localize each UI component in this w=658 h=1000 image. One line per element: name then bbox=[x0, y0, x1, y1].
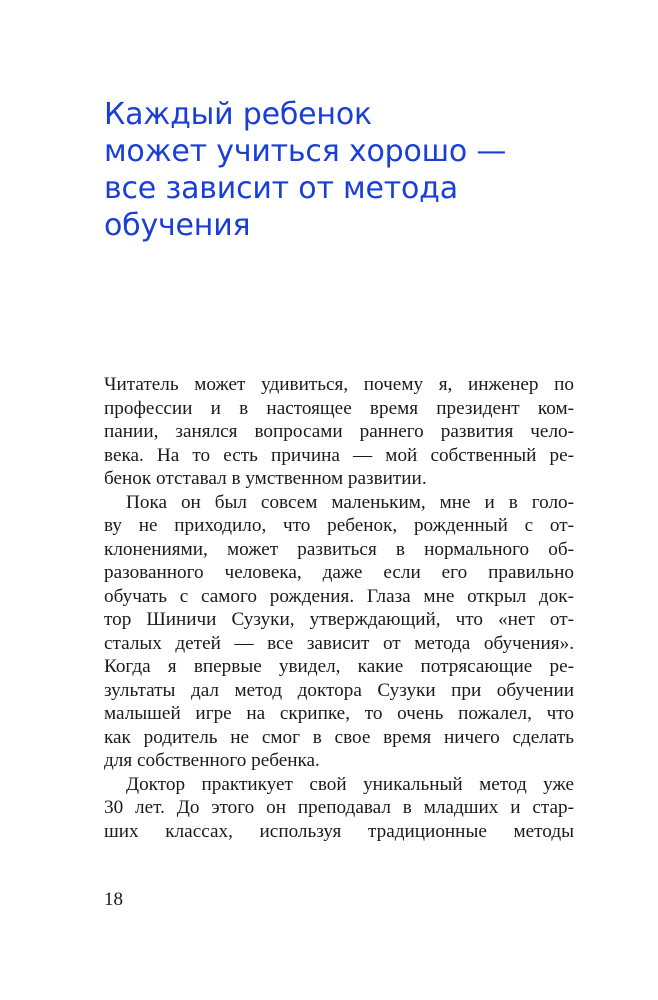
chapter-title bbox=[104, 96, 624, 244]
text-line: профессии и в настоящее время президент ком- bbox=[104, 397, 574, 419]
text-line: Пока он был совсем маленьким, мне и в голо- bbox=[126, 491, 574, 513]
text-line: века. На то есть причина — мой собственный ре- bbox=[104, 444, 574, 466]
text-line: Когда я впервые увидел, какие потрясающие ре- bbox=[104, 656, 574, 677]
chapter-title-line: может учиться хорошо — bbox=[104, 134, 507, 169]
text-line: бенок отставал в умственном развитии. bbox=[104, 468, 427, 489]
chapter-title-line: все зависит от метода bbox=[104, 171, 458, 206]
chapter-title-line: обучения bbox=[104, 208, 251, 243]
chapter-title-line: Каждый ребенок bbox=[104, 97, 372, 132]
text-line: Доктор практикует свой уникальный метод уже bbox=[126, 773, 574, 795]
text-line: зультаты дал метод доктора Сузуки при обучении bbox=[104, 679, 574, 701]
text-line: обучать с самого рождения. Глаза мне открыл док- bbox=[104, 585, 574, 607]
text-line: разованного человека, даже если его правильно bbox=[104, 562, 574, 583]
text-line: как родитель не смог в свое время ничего сделать bbox=[104, 726, 574, 748]
text-line: Читатель может удивиться, почему я, инженер по bbox=[104, 374, 574, 395]
text-line: пании, занялся вопросами раннего развития чело- bbox=[104, 421, 574, 442]
text-line: сталых детей — все зависит от метода обучения». bbox=[104, 632, 574, 654]
text-line: ших классах, используя традиционные методы bbox=[104, 820, 574, 842]
text-line: тор Шиничи Сузуки, утверждающий, что «нет от- bbox=[104, 609, 574, 630]
text-line: клонениями, может развиться в нормального об- bbox=[104, 538, 574, 560]
body-text bbox=[104, 373, 574, 843]
page-number: 18 bbox=[104, 889, 123, 910]
text-line: ву не приходило, что ребенок, рожденный с от- bbox=[104, 515, 574, 536]
text-line: 30 лет. До этого он преподавал в младших и стар- bbox=[104, 797, 574, 818]
text-line: для собственного ребенка. bbox=[104, 750, 320, 771]
text-line: малышей игре на скрипке, то очень пожалел, что bbox=[104, 703, 574, 724]
